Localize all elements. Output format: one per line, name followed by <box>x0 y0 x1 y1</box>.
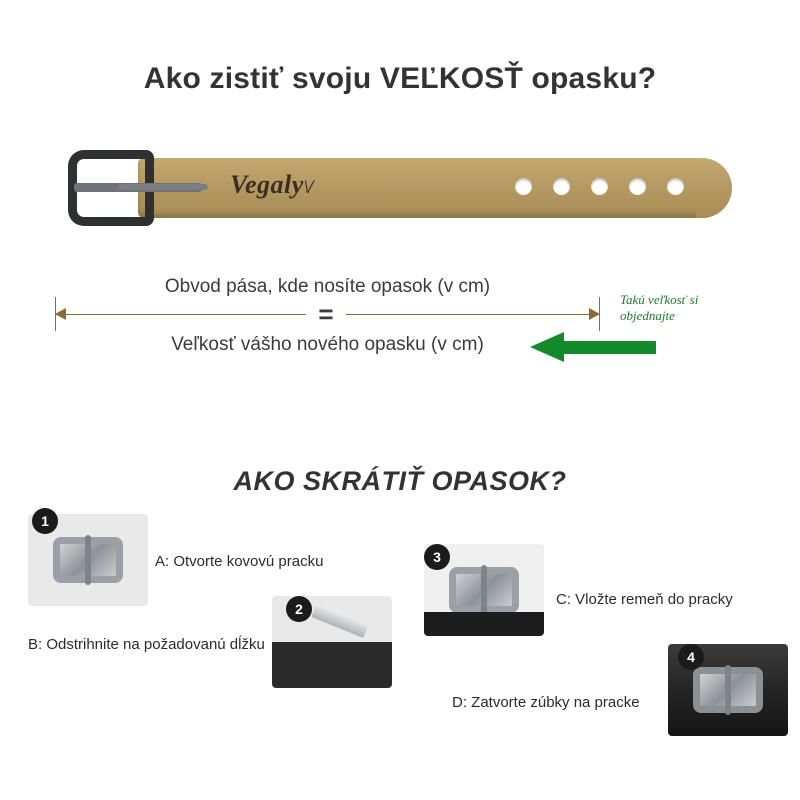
buckle-icon <box>53 537 123 583</box>
belt-hole <box>515 178 532 195</box>
green-arrow-shaft <box>560 341 656 354</box>
green-arrow-head <box>530 332 564 362</box>
equals-sign: = <box>306 300 346 328</box>
step-caption-1: A: Otvorte kovovú pracku <box>155 553 324 570</box>
order-size-note <box>620 292 740 324</box>
measure-label-top: Obvod pása, kde nosíte opasok (v cm) <box>164 276 491 297</box>
measurement-diagram <box>55 262 600 372</box>
belt-strap-tip <box>696 158 732 218</box>
scissors-blade-icon <box>311 604 368 638</box>
page-title: Ako zistiť svoju VEĽKOSŤ opasku? <box>143 62 657 95</box>
measure-arrow-right-icon <box>589 308 600 320</box>
step-badge-3: 3 <box>424 544 450 570</box>
belt-holes <box>515 178 695 200</box>
belt-buckle-pin <box>118 184 208 190</box>
measure-label-bottom: Veľkosť vášho nového opasku (v cm) <box>171 334 484 355</box>
belt-hole <box>629 178 646 195</box>
brand-logo <box>230 170 312 200</box>
step-caption-2: B: Odstrihnite na požadovanú dĺžku <box>28 636 265 653</box>
green-arrow-icon <box>530 332 656 362</box>
order-size-note-line2: objednajte <box>620 308 675 323</box>
step-badge-2: 2 <box>286 596 312 622</box>
step-badge-1: 1 <box>32 508 58 534</box>
step-caption-4: D: Zatvorte zúbky na pracke <box>452 694 640 711</box>
brand-logo-mark: \/ <box>303 177 313 198</box>
step-badge-4: 4 <box>678 644 704 670</box>
buckle-icon <box>449 567 519 613</box>
order-size-note-line1: Takú veľkosť si <box>620 292 699 307</box>
step-caption-3: C: Vložte remeň do pracky <box>556 591 733 608</box>
leather-strip <box>424 612 544 636</box>
brand-logo-text: Vegaly <box>230 170 304 199</box>
belt-hole <box>553 178 570 195</box>
belt-hole <box>591 178 608 195</box>
belt-hole <box>667 178 684 195</box>
buckle-icon <box>693 667 763 713</box>
section-title-shorten: AKO SKRÁTIŤ OPASOK? <box>233 466 567 496</box>
belt-illustration <box>60 148 740 236</box>
leather-strip <box>272 642 392 688</box>
measure-arrow-left-icon <box>55 308 66 320</box>
